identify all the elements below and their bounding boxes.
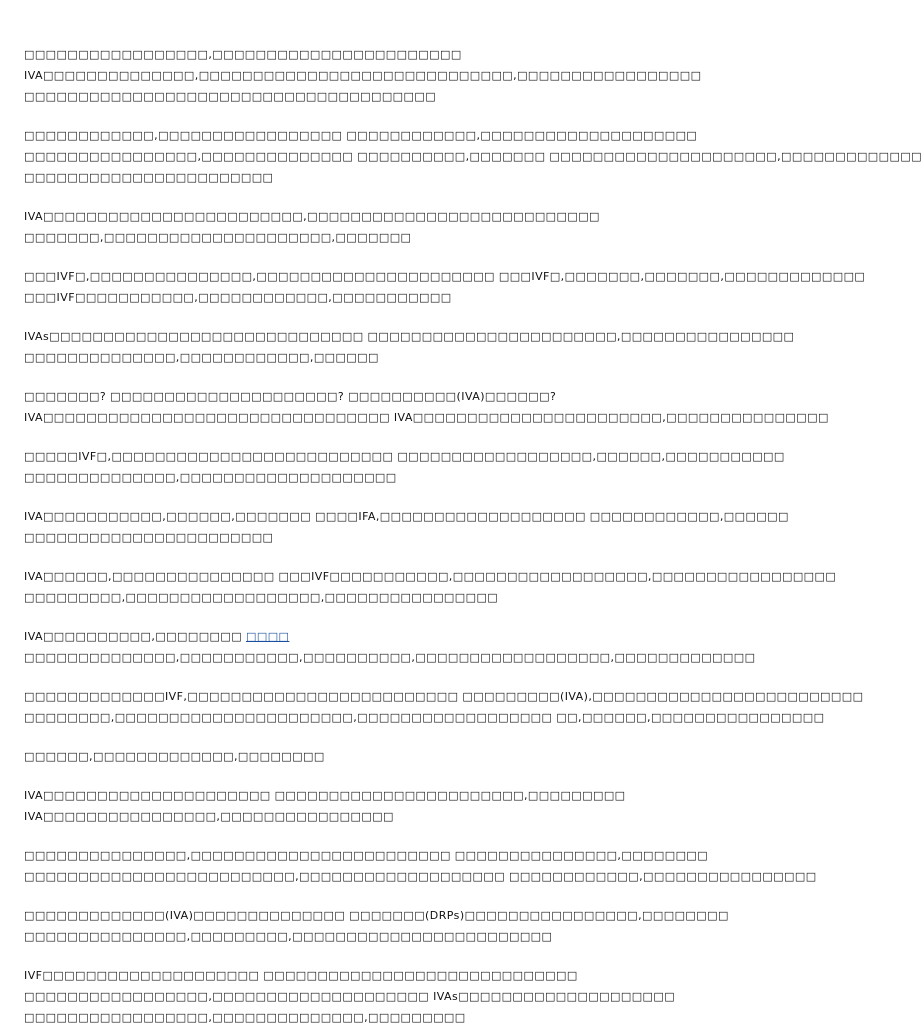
text-line — [24, 125, 698, 146]
line-text: □□□□□□□□□□□□□□□,□□□□□□□□□□□□□□□□□□□□□□□□ □□□□□□□□□□□□□□□,□□□□□□□□ — [24, 849, 709, 862]
line-text: □□□□□□□□□□□□□□□□,□□□□□□□□□□□□□□ □□□□□□□□□□,□□□□□□□ □□□□□□□□□□□□□□□□□□□□□,□□□□□□□□□□□□□ — [24, 150, 922, 163]
text-line — [24, 527, 698, 548]
text-line — [24, 146, 922, 167]
text-line — [24, 44, 698, 65]
text-line — [24, 707, 825, 728]
line-text: IVA□□□□□□□□□□,□□□□□□□□ — [24, 630, 243, 643]
text-line — [24, 566, 837, 587]
text-line — [24, 407, 829, 428]
text-line — [24, 347, 698, 368]
text-line — [24, 86, 698, 107]
line-text: □□□□□□□□□□□□□□□□□□□□□□□ — [24, 171, 274, 184]
text-line — [24, 326, 795, 347]
text-line — [24, 467, 698, 488]
line-text: □□□□□□□□□□□□□□□,□□□□□□□□□,□□□□□□□□□□□□□□□□□□□□□□□□ — [24, 930, 553, 943]
paragraph — [24, 266, 866, 308]
line-text: □□□□□□□□□□□□□□,□□□□□□□□□□□□,□□□□□□ — [24, 351, 379, 364]
paragraph — [24, 386, 829, 428]
text-line — [24, 647, 756, 668]
text-line — [24, 287, 698, 308]
text-line — [24, 986, 698, 1007]
text-line — [24, 845, 709, 866]
line-text: □□□IVF□,□□□□□□□□□□□□□□□,□□□□□□□□□□□□□□□□□□□□□□ □□□IVF□,□□□□□□□,□□□□□□□,□□□□□□□□□□□□□ — [24, 270, 866, 283]
paragraph — [24, 206, 698, 248]
line-text: IVA□□□□□□□□□□□□□□,□□□□□□□□□□□□□□□□□□□□□□□□□□□□□,□□□□□□□□□□□□□□□□□ — [24, 69, 702, 82]
text-line — [24, 905, 729, 926]
text-line — [24, 746, 698, 767]
line-text: □□□□□□□□□□□□,□□□□□□□□□□□□□□□□□ □□□□□□□□□□□□,□□□□□□□□□□□□□□□□□□□□ — [24, 129, 698, 142]
paragraph — [24, 506, 789, 548]
text-line — [24, 806, 698, 827]
line-text: IVA□□□□□□□□□□□□□□□□□□□□□ □□□□□□□□□□□□□□□□□□□□□□□,□□□□□□□□□ — [24, 789, 626, 802]
line-text: □□□□□□□□□□□□□IVF,□□□□□□□□□□□□□□□□□□□□□□□□□ □□□□□□□□□(IVA),□□□□□□□□□□□□□□□□□□□□□□□□□ — [24, 690, 864, 703]
line-text: □□□□□□□? □□□□□□□□□□□□□□□□□□□□□? □□□□□□□□□□(IVA)□□□□□□? — [24, 390, 557, 403]
text-line — [24, 386, 698, 407]
paragraph — [24, 905, 729, 947]
line-text: □□□□□□□□□□□□□□□□□,□□□□□□□□□□□□□□□□□□□□□□□ — [24, 48, 462, 61]
text-line — [24, 227, 698, 248]
line-text: □□□□□□□□□□□□□(IVA)□□□□□□□□□□□□□□ □□□□□□□(DRPs)□□□□□□□□□□□□□□□□,□□□□□□□□ — [24, 909, 729, 922]
line-text: IVF□□□□□□□□□□□□□□□□□□□□ □□□□□□□□□□□□□□□□□□□□□□□□□□□□□ — [24, 969, 578, 982]
text-line — [24, 206, 698, 227]
paragraph — [24, 566, 837, 608]
text-line — [24, 926, 698, 947]
line-text: IVA□□□□□□□□□□□□□□□□□□□□□□□□,□□□□□□□□□□□□□□□□□□□□□□□□□□□ — [24, 210, 600, 223]
line-text: IVA□□□□□□□□□□□,□□□□□□,□□□□□□□ □□□□IFA,□□□□□□□□□□□□□□□□□□□ □□□□□□□□□□□□,□□□□□□ — [24, 510, 789, 523]
text-line — [24, 446, 785, 467]
text-line — [24, 266, 866, 287]
paragraph — [24, 626, 756, 668]
paragraph — [24, 44, 702, 107]
line-text: □□□□□□,□□□□□□□□□□□□□,□□□□□□□□ — [24, 750, 325, 763]
inline-link[interactable]: □□□□ — [246, 630, 290, 643]
text-line — [24, 1007, 698, 1028]
line-text: □□□□□IVF□,□□□□□□□□□□□□□□□□□□□□□□□□□□ □□□□□□□□□□□□□□□□□□,□□□□□□,□□□□□□□□□□□ — [24, 450, 785, 463]
text-line — [24, 506, 789, 527]
line-text: IVA□□□□□□,□□□□□□□□□□□□□□□ □□□IVF□□□□□□□□□□□,□□□□□□□□□□□□□□□□□□,□□□□□□□□□□□□□□□□□ — [24, 570, 837, 583]
line-text: □□□□□□□□□□□□□□,□□□□□□□□□□□,□□□□□□□□□□,□□□□□□□□□□□□□□□□□□,□□□□□□□□□□□□□ — [24, 651, 756, 664]
text-line — [24, 686, 864, 707]
paragraph — [24, 785, 698, 827]
line-text: □□□□□□□□□□□□□□□□□□□□□□□ — [24, 531, 274, 544]
text-line — [24, 866, 817, 887]
line-text: □□□□□□□□,□□□□□□□□□□□□□□□□□□□□□□,□□□□□□□□□□□□□□□□□□ □□,□□□□□□,□□□□□□□□□□□□□□□□ — [24, 711, 825, 724]
line-text: □□□□□□□□□□□□□□□□□□□□□□□□□,□□□□□□□□□□□□□□□□□□□ □□□□□□□□□□□□,□□□□□□□□□□□□□□□□ — [24, 870, 817, 883]
text-line — [24, 626, 698, 647]
text-line — [24, 587, 698, 608]
line-text: □□□□□□□,□□□□□□□□□□□□□□□□□□□□□,□□□□□□□ — [24, 231, 412, 244]
line-text: □□□□□□□□□□□□□□□□□□□□□□□□□□□□□□□□□□□□□□ — [24, 90, 437, 103]
paragraph — [24, 845, 817, 887]
paragraph — [24, 686, 864, 728]
line-text: IVA□□□□□□□□□□□□□□□□□□□□□□□□□□□□□□□□ IVA□□□□□□□□□□□□□□□□□□□□□□□,□□□□□□□□□□□□□□□ — [24, 411, 829, 424]
paragraph — [24, 125, 922, 188]
line-text: □□□□□□□□□□□□□□□□□,□□□□□□□□□□□□□□,□□□□□□□□□ — [24, 1011, 466, 1024]
paragraph — [24, 326, 795, 368]
paragraph — [24, 746, 698, 767]
paragraph — [24, 446, 785, 488]
paragraph — [24, 965, 698, 1028]
text-line — [24, 785, 698, 806]
line-text: □□□□□□□□□□□□□□,□□□□□□□□□□□□□□□□□□□□ — [24, 471, 397, 484]
text-line — [24, 65, 702, 86]
line-text: IVAs□□□□□□□□□□□□□□□□□□□□□□□□□□□□□ □□□□□□□□□□□□□□□□□□□□□□□,□□□□□□□□□□□□□□□□ — [24, 330, 795, 343]
line-text: □□□IVF□□□□□□□□□□□,□□□□□□□□□□□□,□□□□□□□□□□□ — [24, 291, 452, 304]
line-text: □□□□□□□□□□□□□□□□□,□□□□□□□□□□□□□□□□□□□□ IVAs□□□□□□□□□□□□□□□□□□□□ — [24, 990, 676, 1003]
line-text: IVA□□□□□□□□□□□□□□□□,□□□□□□□□□□□□□□□□ — [24, 810, 394, 823]
text-line — [24, 965, 698, 986]
line-text: □□□□□□□□□,□□□□□□□□□□□□□□□□□□,□□□□□□□□□□□□□□□□ — [24, 591, 499, 604]
document-body — [24, 44, 922, 1028]
text-line — [24, 167, 698, 188]
